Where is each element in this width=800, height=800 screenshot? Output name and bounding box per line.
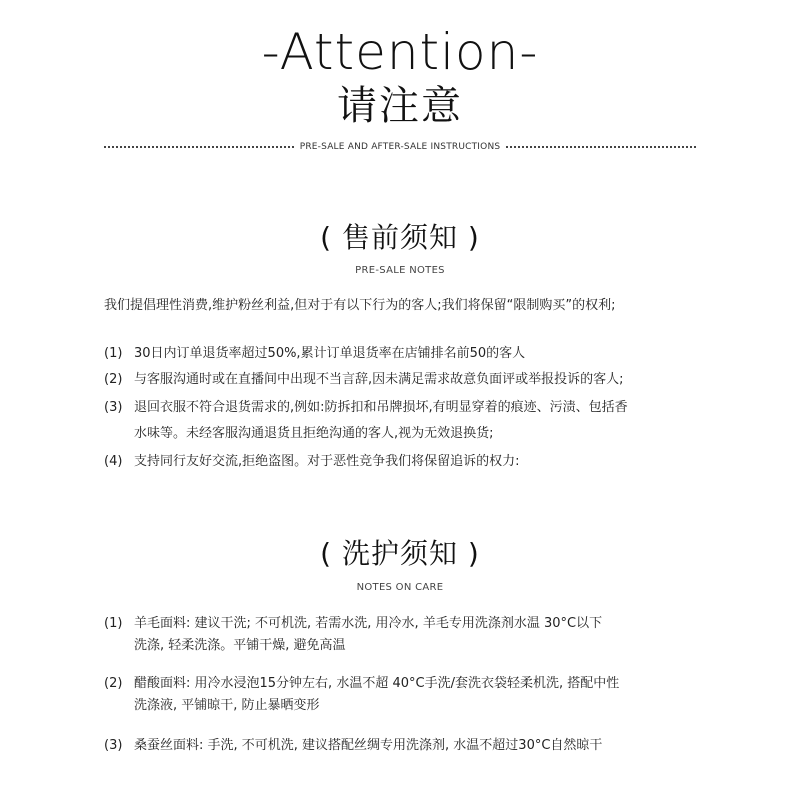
presale-intro: 我们提倡理性消费,维护粉丝利益,但对于有以下行为的客人;我们将保留“限制购买”的权利; — [104, 298, 616, 313]
presale-item-2 — [104, 370, 624, 390]
care-title: ( 洗护须知 ) — [320, 537, 480, 570]
banner — [104, 140, 696, 154]
item-text: 与客服沟通时或在直播间中出现不当言辞,因未满足需求故意负面评或举报投诉的客人; — [134, 372, 624, 387]
presale-item-3 — [104, 398, 628, 418]
presale-item-4 — [104, 452, 520, 472]
item-number: (3) — [104, 400, 123, 415]
care-item-1 — [104, 614, 602, 634]
item-number: (3) — [104, 738, 123, 753]
item-number: (1) — [104, 346, 123, 361]
attention-title-cn: 请注意 — [337, 83, 463, 129]
banner-dots-right — [506, 146, 696, 148]
item-number: (2) — [104, 676, 123, 691]
item-text: 羊毛面料: 建议干洗; 不可机洗, 若需水洗, 用冷水, 羊毛专用洗涤剂水温 30°C以下 — [134, 616, 603, 631]
banner-dots-left — [104, 146, 294, 148]
item-number: (4) — [104, 454, 123, 469]
item-text: 桑蚕丝面料: 手洗, 不可机洗, 建议搭配丝绸专用洗涤剂, 水温不超过30°C自然晾干 — [134, 738, 603, 753]
item-text: 30日内订单退货率超过50%,累计订单退货率在店铺排名前50的客人 — [134, 346, 526, 361]
item-number: (2) — [104, 372, 123, 387]
item-number: (1) — [104, 616, 123, 631]
presale-item-1 — [104, 344, 525, 364]
banner-text: PRE-SALE AND AFTER-SALE INSTRUCTIONS — [299, 142, 501, 152]
presale-subtitle: PRE-SALE NOTES — [355, 265, 445, 276]
item-text: 支持同行友好交流,拒绝盗图。对于恶性竞争我们将保留追诉的权力: — [134, 454, 520, 469]
attention-title: -Attention- — [261, 23, 539, 81]
presale-title: ( 售前须知 ) — [320, 221, 480, 254]
care-item-2-cont: 洗涤液, 平铺晾干, 防止暴晒变形 — [134, 698, 320, 713]
care-item-3 — [104, 736, 602, 756]
item-text: 醋酸面料: 用冷水浸泡15分钟左右, 水温不超 40°C手洗/套洗衣袋轻柔机洗, 搭配中性 — [134, 676, 620, 691]
item-text: 退回衣服不符合退货需求的,例如:防拆扣和吊牌损坏,有明显穿着的痕迹、污渍、包括香 — [134, 400, 628, 415]
care-subtitle: NOTES ON CARE — [356, 582, 444, 593]
care-item-1-cont: 洗涤, 轻柔洗涤。平铺干燥, 避免高温 — [134, 638, 346, 653]
care-item-2 — [104, 674, 619, 694]
presale-item-3-cont: 水味等。未经客服沟通退货且拒绝沟通的客人,视为无效退换货; — [134, 426, 494, 441]
